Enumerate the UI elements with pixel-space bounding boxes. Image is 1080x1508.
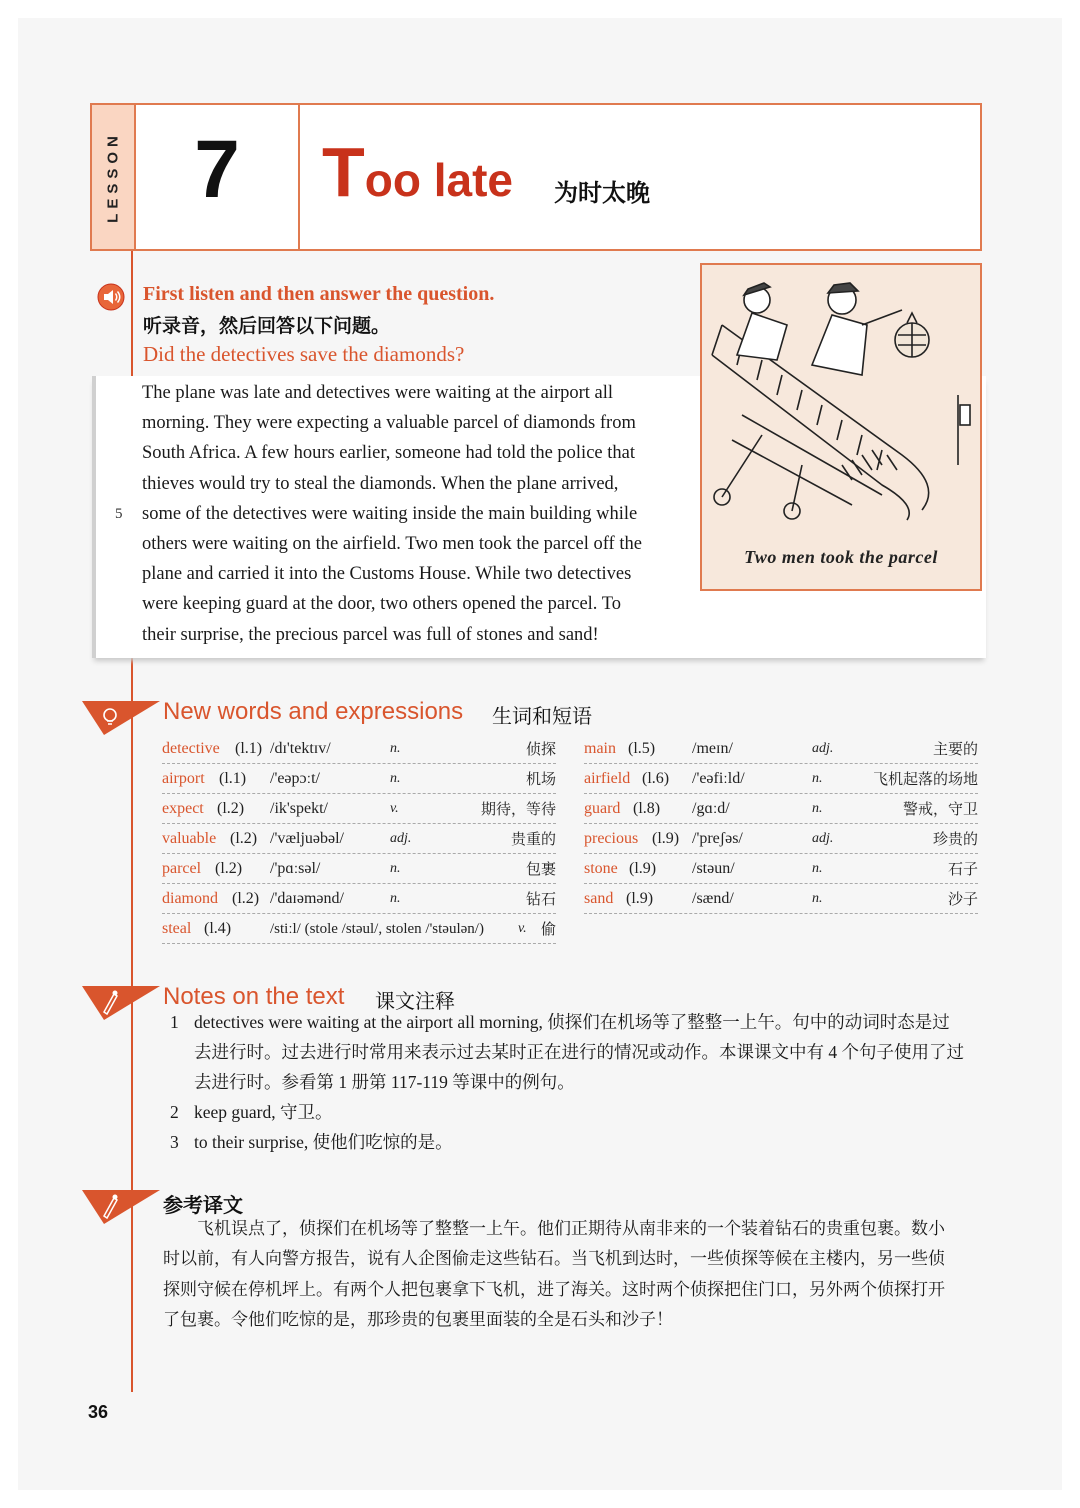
vocab-row — [584, 764, 978, 794]
vocab-line-ref: (l.6) — [642, 770, 670, 787]
vocab-phonetic: /'preʃəs/ — [692, 830, 743, 847]
lesson-number-box — [136, 105, 300, 249]
vocab-line-ref: (l.2) — [217, 800, 245, 817]
vocab-word: steal — [162, 920, 192, 937]
vocab-phonetic: /dɪ'tektɪv/ — [270, 740, 331, 757]
vocab-pos: adj. — [812, 741, 834, 756]
passage-text — [142, 378, 672, 650]
vocab-meaning: 期待，等待 — [480, 800, 556, 818]
vocab-row — [162, 824, 556, 854]
vocab-phonetic: /'eəpɔːt/ — [270, 770, 320, 787]
vocab-word: valuable — [162, 830, 217, 847]
illustration — [700, 263, 982, 591]
vocab-line-ref: (l.2) — [232, 890, 260, 907]
vocab-word: diamond — [162, 890, 218, 907]
vocab-phonetic: /'daɪəmənd/ — [270, 890, 344, 907]
vocab-pos: n. — [812, 891, 823, 906]
notes-list — [170, 1007, 985, 1157]
notes-title-cn: 课文注释 — [375, 989, 455, 1013]
vocab-pos: n. — [812, 801, 823, 816]
lesson-title-cn: 为时太晚 — [554, 179, 650, 207]
note-line: 去进行时。参看第 1 册第 117-119 等课中的例句。 — [194, 1072, 575, 1092]
passage-line: some of the detectives were waiting inside the main building while — [142, 503, 638, 524]
vocab-line-ref: (l.9) — [652, 830, 680, 847]
vocab-word: stone — [584, 860, 618, 877]
pen-icon — [82, 1186, 160, 1226]
note-number: 3 — [170, 1132, 179, 1152]
vocab-word: airfield — [584, 770, 631, 787]
lesson-label: LESSON — [104, 131, 122, 223]
lesson-title-initial: T — [322, 133, 365, 211]
vocab-word: expect — [162, 800, 204, 817]
vocab-row — [162, 854, 556, 884]
translation-line: 了包裹。令他们吃惊的是，那珍贵的包裹里面装的全是石头和沙子！ — [163, 1310, 673, 1331]
vocab-line-ref: (l.4) — [204, 920, 232, 937]
vocab-pos: n. — [390, 741, 401, 756]
vocab-phonetic: /'eəfiːld/ — [692, 770, 745, 787]
vocab-meaning: 钻石 — [525, 890, 556, 908]
vocab-phonetic: /stəun/ — [692, 860, 735, 877]
vocab-line-ref: (l.2) — [230, 830, 258, 847]
note-item — [170, 1007, 985, 1097]
vocab-meaning: 主要的 — [932, 740, 978, 758]
passage-line: plane and carried it into the Customs House. While two detectives — [142, 564, 632, 585]
vocab-phonetic: /meɪn/ — [692, 740, 733, 757]
passage-line: thieves would try to steal the diamonds. When the plane arrived, — [142, 473, 619, 494]
vocab-line-ref: (l.9) — [626, 890, 654, 907]
vocab-meaning: 飞机起落的场地 — [872, 770, 978, 788]
vocab-line-ref: (l.5) — [628, 740, 656, 757]
vocab-row — [584, 794, 978, 824]
note-item — [170, 1127, 985, 1157]
vocab-row — [162, 794, 556, 824]
page-number: 36 — [88, 1402, 109, 1422]
passage-line: The plane was late and detectives were waiting at the airport all — [142, 383, 614, 403]
vocab-line-ref: (l.1) — [235, 740, 263, 757]
vocab-pos: adj. — [390, 831, 412, 846]
vocab-phonetic: /gɑːd/ — [692, 800, 730, 817]
vocab-word: main — [584, 740, 616, 757]
vocab-row — [162, 914, 556, 944]
vocab-pos: n. — [812, 771, 823, 786]
vocab-word: detective — [162, 740, 220, 757]
note-line: 去进行时。过去进行时常用来表示过去某时正在进行的情况或动作。本课课文中有 4 个句子使用了过 — [194, 1042, 964, 1062]
passage-line: South Africa. A few hours earlier, someone had told the police that — [142, 443, 635, 464]
passage-line: were keeping guard at the door, two others opened the parcel. To — [142, 594, 621, 615]
lesson-number: 7 — [194, 124, 240, 215]
passage-line: morning. They were expecting a valuable parcel of diamonds from — [142, 413, 636, 434]
new-words-title-cn: 生词和短语 — [492, 704, 592, 728]
notes-title: Notes on the text — [163, 983, 345, 1010]
vocab-pos: n. — [390, 861, 401, 876]
vocab-meaning: 沙子 — [947, 890, 978, 908]
translation-title: 参考译文 — [163, 1193, 243, 1217]
lesson-label-strip — [92, 105, 136, 249]
vocab-meaning: 珍贵的 — [932, 830, 978, 848]
vocab-line-ref: (l.1) — [219, 770, 247, 787]
lightbulb-icon — [82, 697, 160, 737]
vocab-word: guard — [584, 800, 621, 817]
vocab-pos: v. — [518, 921, 527, 936]
vocab-phonetic: /sænd/ — [692, 890, 734, 907]
new-words-title: New words and expressions — [163, 698, 464, 725]
conveyor-illustration — [702, 265, 980, 535]
translation-line: 探则守候在停机坪上。有两个人把包裹拿下飞机，进了海关。这时两个侦探把住门口，另外两个侦探打开 — [163, 1279, 945, 1300]
listen-instruction-cn: 听录音，然后回答以下问题。 — [143, 315, 391, 337]
vocab-meaning: 石子 — [947, 860, 978, 878]
vocab-pos: adj. — [812, 831, 834, 846]
pen-icon — [82, 982, 160, 1022]
vocab-row — [162, 734, 556, 764]
speaker-icon[interactable] — [97, 283, 125, 311]
vocab-word: parcel — [162, 860, 202, 877]
note-line: to their surprise, 使他们吃惊的是。 — [194, 1132, 453, 1152]
vocab-line-ref: (l.2) — [215, 860, 243, 877]
vocab-meaning: 警戒，守卫 — [902, 800, 978, 818]
lesson-title-rest: oo late — [364, 154, 514, 206]
translation-line: 飞机误点了，侦探们在机场等了整整一上午。他们正期待从南非来的一个装着钻石的贵重包裹。数小 — [163, 1219, 945, 1239]
note-line: keep guard, 守卫。 — [194, 1102, 333, 1122]
note-line: detectives were waiting at the airport all morning, 侦探们在机场等了整整一上午。句中的动词时态是过 — [194, 1012, 950, 1032]
translation-text — [163, 1214, 985, 1336]
illustration-caption: Two men took the parcel — [744, 547, 938, 567]
vocab-phonetic: /ik'spekt/ — [270, 800, 328, 817]
vocab-row — [584, 854, 978, 884]
lesson-title — [322, 133, 514, 211]
note-number: 1 — [170, 1012, 179, 1032]
vocab-pos: n. — [390, 771, 401, 786]
vocab-word: precious — [584, 830, 639, 847]
vocab-row — [162, 884, 556, 914]
vocab-pos: v. — [390, 801, 399, 816]
listen-instruction: First listen and then answer the question. — [143, 283, 495, 305]
vocab-row — [584, 734, 978, 764]
lesson-header — [90, 103, 982, 251]
vocab-pos: n. — [812, 861, 823, 876]
vocab-word: airport — [162, 770, 205, 787]
passage-line: their surprise, the precious parcel was full of stones and sand! — [142, 624, 599, 645]
line-number-marker: 5 — [115, 506, 123, 522]
vocab-line-ref: (l.9) — [629, 860, 657, 877]
vocab-meaning: 机场 — [525, 770, 556, 788]
vocab-word: sand — [584, 890, 614, 907]
vocab-row — [584, 824, 978, 854]
vocab-meaning: 偷 — [540, 920, 556, 938]
passage-line: others were waiting on the airfield. Two men took the parcel off the — [142, 534, 642, 555]
note-item — [170, 1097, 985, 1127]
vocab-phonetic: /stiːl/ (stole /stəul/, stolen /'stəulən/) — [270, 921, 484, 937]
note-number: 2 — [170, 1102, 179, 1122]
vocab-meaning: 贵重的 — [510, 830, 556, 848]
vocab-pos: n. — [390, 891, 401, 906]
vocab-phonetic: /'pɑːsəl/ — [270, 860, 321, 877]
vocab-phonetic: /'væljuəbəl/ — [270, 830, 344, 847]
vocab-meaning: 包裹 — [525, 860, 556, 878]
vocab-line-ref: (l.8) — [633, 800, 661, 817]
translation-line: 时以前，有人向警方报告，说有人企图偷走这些钻石。当飞机到达时，一些侦探等候在主楼内，另一些侦 — [163, 1249, 945, 1270]
vocab-row — [162, 764, 556, 794]
vocab-meaning: 侦探 — [525, 740, 556, 758]
listen-question: Did the detectives save the diamonds? — [143, 342, 465, 366]
vocab-row — [584, 884, 978, 914]
